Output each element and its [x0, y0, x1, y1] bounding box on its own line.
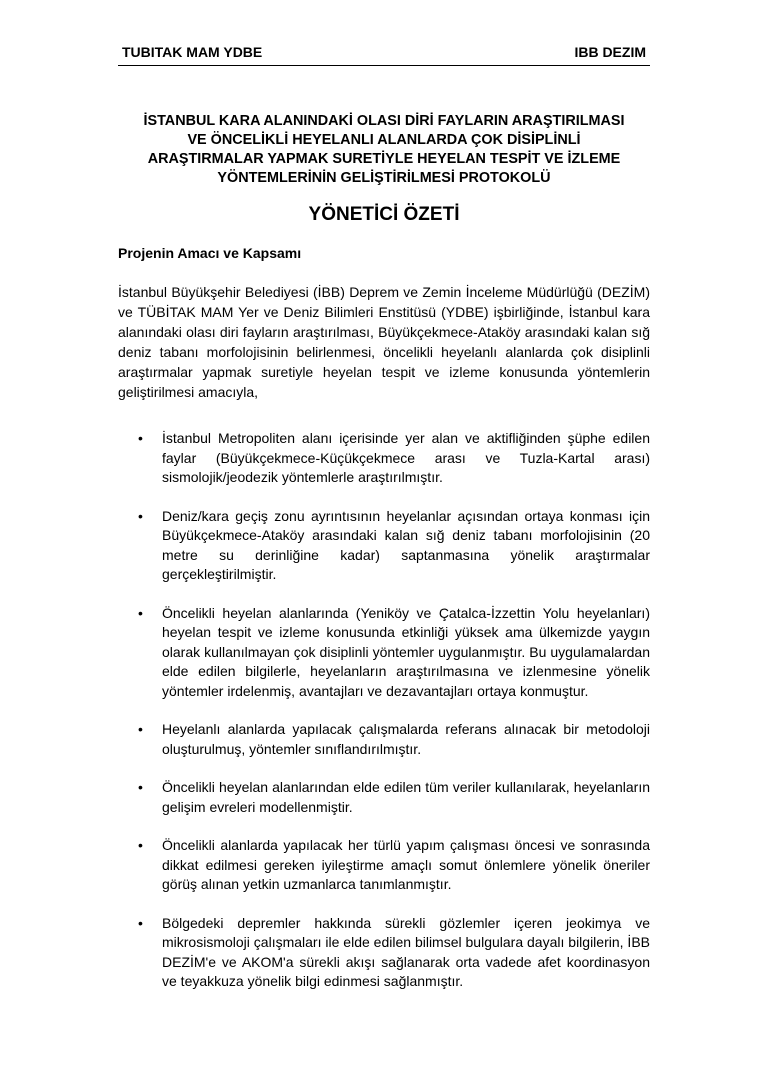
title-line: YÖNTEMLERİNİN GELİŞTİRİLMESİ PROTOKOLÜ	[217, 170, 551, 186]
executive-summary-heading: YÖNETİCİ ÖZETİ	[308, 204, 460, 225]
bullet-icon: •	[138, 837, 143, 853]
title-line: ARAŞTIRMALAR YAPMAK SURETİYLE HEYELAN TESPİT VE İZLEME	[147, 151, 621, 167]
header-right-text: IBB DEZIM	[574, 44, 646, 60]
bullet-text: Öncelikli heyelan alanlarında (Yeniköy ve Çatalca-İzzettin Yolu heyelanları) heyelan tespit ve izleme konusunda etkinliği yüksek ama ülkemizde yaygın olarak kullanılmayan çok disiplinli yöntemler uygulanmıştır. Bu uygulamalardan elde edilen bilgilerle, heyelanların araştırılmasına ve izlenmesine yönelik yöntemler irdelenmiş, avantajları ve dezavantajları ortaya konmuştur.	[162, 604, 650, 699]
bullet-icon: •	[138, 721, 143, 737]
title-line: VE ÖNCELİKLİ HEYELANLI ALANLARDA ÇOK DİSİPLİNLİ	[187, 132, 581, 148]
bullet-icon: •	[138, 779, 143, 795]
section-heading: Projenin Amacı ve Kapsamı	[118, 245, 302, 261]
bullet-icon: •	[138, 914, 143, 931]
intro-paragraph: İstanbul Büyükşehir Belediyesi (İBB) Deprem ve Zemin İnceleme Müdürlüğü (DEZİM) ve TÜBİTAK MAM Yer ve Deniz Bilimleri Enstitüsü (YDBE) işbirliğinde, İstanbul kara alanındaki olası diri fayların araştırılması, Büyükçekmece-Ataköy arasındaki kalan sığ deniz tabanı morfolojisinin belirlenmesi, öncelikli heyelanlı alanlarda çok disiplinli araştırmalar yapmak suretiyle heyelan tespit ve izleme konusunda yöntemlerin geliştirilmesi amacıyla,	[118, 284, 650, 400]
bullet-item	[118, 604, 650, 702]
page-header	[118, 41, 650, 66]
bullet-text: Öncelikli alanlarda yapılacak her türlü yapım çalışması öncesi ve sonrasında dikkat edilmesi gereken iyileştirme amaçlı somut önlemlere yönelik öneriler görüş alınan yetkin uzmanlarca tanımlanmıştır.	[162, 837, 650, 892]
bullet-icon: •	[138, 604, 143, 621]
document-title	[118, 112, 650, 188]
bullet-text: İstanbul Metropoliten alanı içerisinde yer alan ve aktifliğinden şüphe edilen faylar (Büyükçekmece-Küçükçekmece arası ve Tuzla-Kartal arası) sismolojik/jeodezik yöntemlerle araştırılmıştır.	[162, 430, 650, 485]
bullet-item	[118, 836, 650, 895]
bullet-item	[118, 429, 650, 488]
bullet-item	[118, 507, 650, 585]
header-left-text: TUBITAK MAM YDBE	[122, 44, 263, 60]
bullet-text: Bölgedeki depremler hakkında sürekli gözlemler içeren jeokimya ve mikrosismoloji çalışmaları ile elde edilen bilimsel bulgulara dayalı bilgilerin, İBB DEZİM'e ve AKOM'a sürekli akışı sağlanarak orta vadede afet koordinasyon ve teyakkuza yönelik bilgi edinmesi sağlanmıştır.	[162, 914, 650, 989]
title-line: İSTANBUL KARA ALANINDAKİ OLASI DİRİ FAYLARIN ARAŞTIRILMASI	[143, 113, 625, 129]
bullet-item	[118, 778, 650, 817]
bullet-list	[118, 429, 650, 1011]
bullet-text: Öncelikli heyelan alanlarından elde edilen tüm veriler kullanılarak, heyelanların gelişim evreleri modellenmiştir.	[162, 779, 650, 815]
bullet-text: Deniz/kara geçiş zonu ayrıntısının heyelanlar açısından ortaya konması için Büyükçekmece-Ataköy arasındaki kalan sığ deniz tabanı morfolojisinin (20 metre su derinliğine kadar) saptanmasına yönelik araştırmalar gerçekleştirilmiştir.	[162, 507, 650, 582]
bullet-item	[118, 720, 650, 759]
bullet-text: Heyelanlı alanlarda yapılacak çalışmalarda referans alınacak bir metodoloji oluşturulmuş, yöntemler sınıflandırılmıştır.	[162, 721, 650, 757]
bullet-icon: •	[138, 507, 143, 524]
bullet-icon: •	[138, 430, 143, 446]
bullet-item	[118, 914, 650, 992]
